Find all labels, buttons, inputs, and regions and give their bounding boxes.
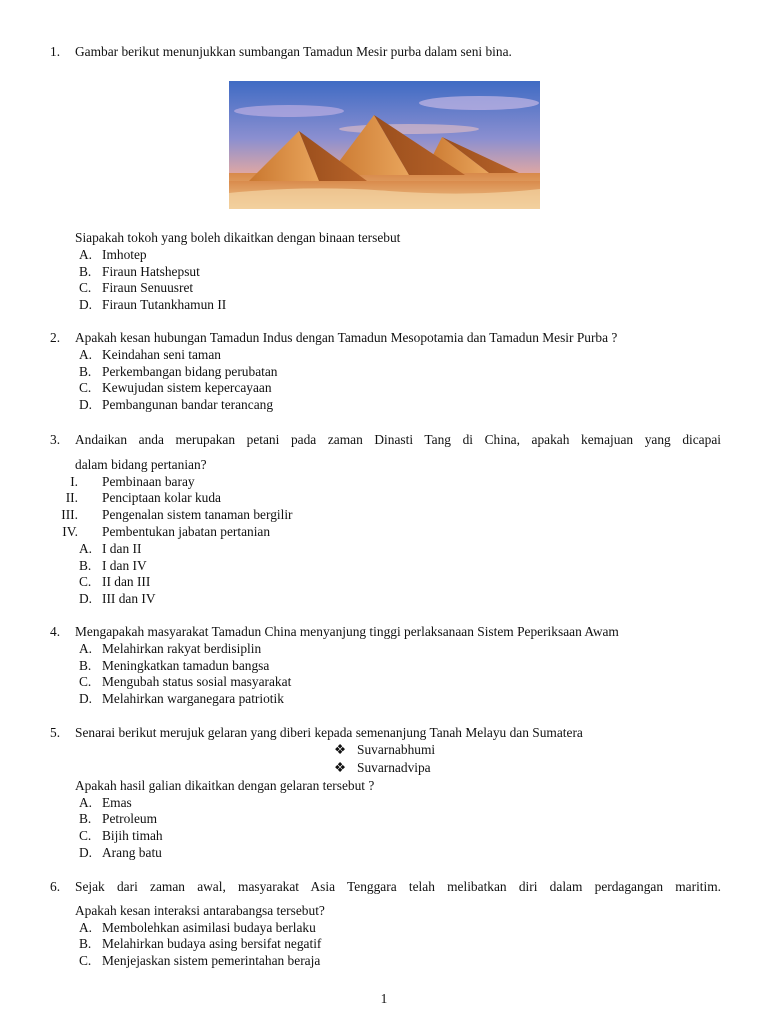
question-prompt: Siapakah tokoh yang boleh dikaitkan dengan binaan tersebut: [75, 230, 401, 245]
option-d[interactable]: D. Melahirkan warganegara patriotik: [79, 691, 284, 707]
question-stem: Mengapakah masyarakat Tamadun China menyanjung tinggi perlaksanaan Sistem Peperiksaan Awam: [75, 624, 619, 639]
option-c[interactable]: C. Mengubah status sosial masyarakat: [79, 674, 292, 690]
option-b[interactable]: B. I dan IV: [79, 557, 147, 573]
question-number: 4.: [50, 624, 61, 639]
page-number: 1: [380, 991, 388, 1006]
pyramids-photo: [229, 81, 540, 209]
question-stem: Apakah kesan hubungan Tamadun Indus dengan Tamadun Mesopotamia dan Tamadun Mesir Purba ?: [75, 330, 618, 345]
question-stem: Andaikan anda merupakan petani pada zaman Dinasti Tang di China, apakah kemajuan yang dicapai: [75, 432, 721, 447]
diamond-bullet-icon: ❖: [334, 759, 347, 775]
question-prompt: Apakah kesan interaksi antarabangsa tersebut?: [75, 902, 325, 918]
bullet-item: ❖ Suvarnadvipa: [334, 759, 431, 775]
question-5: [0, 725, 768, 862]
question-number: 3.: [50, 432, 61, 447]
question-stem: Gambar berikut menunjukkan sumbangan Tamadun Mesir purba dalam seni bina.: [75, 44, 512, 59]
question-6: [0, 879, 768, 970]
question-number: 6.: [50, 879, 61, 894]
question-stem-continued: dalam bidang pertanian?: [75, 456, 207, 472]
question-2: [0, 330, 768, 414]
option-a[interactable]: A. Emas: [79, 794, 132, 810]
question-1-body: [0, 230, 768, 314]
question-number: 5.: [50, 725, 61, 740]
option-c[interactable]: C. Bijih timah: [79, 828, 163, 844]
option-a[interactable]: A. Melahirkan rakyat berdisiplin: [79, 640, 262, 656]
question-number: 1.: [50, 44, 61, 59]
statement-iv: IV. Pembentukan jabatan pertanian: [62, 523, 271, 539]
option-d[interactable]: D. Arang batu: [79, 844, 162, 860]
question-4: [0, 624, 768, 708]
statement-i: I. Pembinaan baray: [70, 473, 195, 489]
option-d[interactable]: D. Pembangunan bandar terancang: [79, 397, 274, 413]
question-stem: Senarai berikut merujuk gelaran yang diberi kepada semenanjung Tanah Melayu dan Sumatera: [75, 725, 583, 740]
option-b[interactable]: B. Melahirkan budaya asing bersifat negatif: [79, 936, 322, 952]
option-a[interactable]: A. I dan II: [79, 540, 142, 556]
statement-iii: III. Pengenalan sistem tanaman bergilir: [61, 507, 293, 523]
question-prompt: Apakah hasil galian dikaitkan dengan gelaran tersebut ?: [75, 777, 375, 793]
question-stem: Sejak dari zaman awal, masyarakat Asia Tenggara telah melibatkan diri dalam perdagangan maritim.: [75, 879, 721, 894]
option-a[interactable]: A. Imhotep: [79, 246, 147, 262]
bullet-item: ❖ Suvarnabhumi: [334, 741, 436, 757]
option-b[interactable]: B. Meningkatkan tamadun bangsa: [79, 657, 270, 673]
question-1: [0, 44, 768, 61]
option-a[interactable]: A. Keindahan seni taman: [79, 346, 221, 362]
statement-ii: II. Penciptaan kolar kuda: [65, 490, 221, 506]
question-number: 2.: [50, 330, 61, 345]
option-a[interactable]: A. Membolehkan asimilasi budaya berlaku: [79, 919, 316, 935]
diamond-bullet-icon: ❖: [334, 741, 347, 757]
question-3: [0, 432, 768, 608]
option-c[interactable]: C. II dan III: [79, 574, 151, 590]
option-b[interactable]: B. Perkembangan bidang perubatan: [79, 363, 278, 379]
option-c[interactable]: C. Firaun Senuusret: [79, 280, 194, 296]
option-b[interactable]: B. Petroleum: [79, 811, 158, 827]
option-c[interactable]: C. Kewujudan sistem kepercayaan: [79, 380, 272, 396]
option-c[interactable]: C. Menjejaskan sistem pemerintahan beraja: [79, 953, 321, 969]
option-d[interactable]: D. III dan IV: [79, 591, 156, 607]
option-d[interactable]: D. Firaun Tutankhamun II: [79, 297, 227, 313]
option-b[interactable]: B. Firaun Hatshepsut: [79, 263, 200, 279]
